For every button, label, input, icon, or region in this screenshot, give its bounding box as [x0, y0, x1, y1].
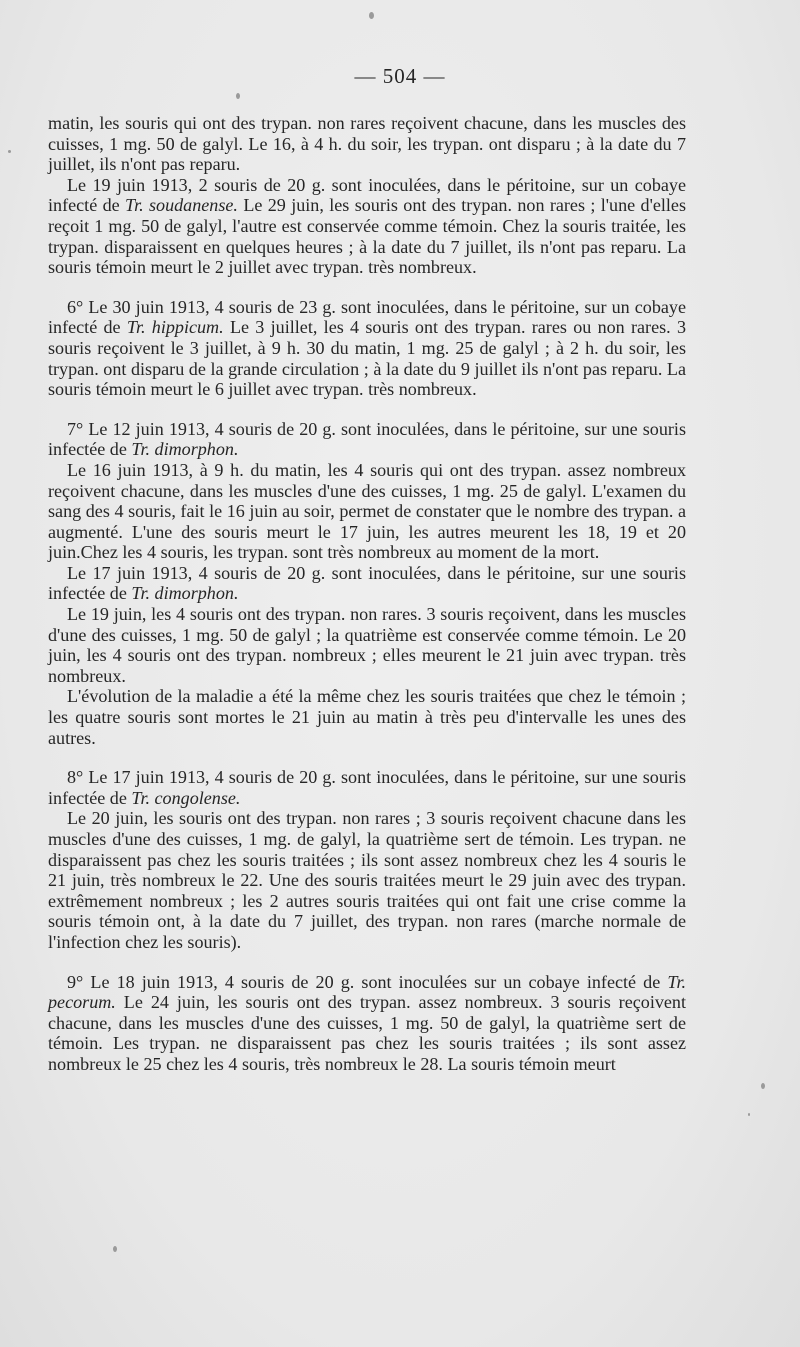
- text-run: Le 24 juin, les souris ont des trypan. assez nombreux. 3 souris reçoivent chacune, dans les muscles d'une des cuisses, 1 mg. 50 de galyl, la quatrième sert de témoin. Les trypan. ne disparaissent pas chez les souris traitées ; ils sont assez nombreux le 25 chez les 4 souris, très nombreux le 28. La souris témoin meurt: [48, 992, 686, 1074]
- species-name: Tr. hippicum.: [126, 317, 224, 338]
- paragraph: [48, 563, 686, 604]
- paragraph: [48, 175, 686, 278]
- text-run: Le 19 juin 1913, 2 souris de 20 g. sont inoculées, dans le péritoine, sur un cobaye infecté de: [48, 174, 686, 216]
- text-run: 6° Le 30 juin 1913, 4 souris de 23 g. sont inoculées, dans le péritoine, sur un cobaye infecté de: [48, 296, 686, 338]
- text-run: L'évolution de la maladie a été la même chez les souris traitées que chez le témoin ; les quatre souris sont mortes le 21 juin au matin à très peu d'intervalle les unes des autres.: [48, 686, 686, 748]
- text-run: Le 3 juillet, les 4 souris ont des trypan. rares ou non rares. 3 souris reçoivent le 3 juillet, à 9 h. 30 du matin, 1 mg. 25 de galyl ; à 2 h. du soir, les trypan. ont disparu de la grande circulation ; à la date du 9 juillet ils n'ont pas reparu. La souris témoin meurt le 6 juillet avec trypan. très nombreux.: [48, 317, 687, 400]
- scan-speck: [369, 12, 374, 19]
- text-run: matin, les souris qui ont des trypan. non rares reçoivent chacune, dans les muscles des cuisses, 1 mg. 50 de galyl. Le 16, à 4 h. du soir, les trypan. ont disparu ; à la date du 7 juillet, ils n'ont pas reparu.: [48, 113, 686, 175]
- species-name: Tr. dimorphon.: [131, 583, 239, 604]
- paragraph: [48, 604, 686, 686]
- paragraph: [48, 460, 686, 563]
- scan-speck: [748, 1113, 750, 1116]
- paragraph: [48, 767, 686, 808]
- paragraph: [48, 113, 686, 175]
- text-run: Le 19 juin, les 4 souris ont des trypan. non rares. 3 souris reçoivent, dans les muscles d'une des cuisses, 1 mg. 50 de galyl ; la quatrième est conservée comme témoin. Le 20 juin, les 4 souris ont des trypan. nombreux ; elles meurent le 21 juin avec trypan. très nombreux.: [48, 604, 686, 686]
- species-name: Tr. congolense.: [131, 787, 241, 808]
- paragraph: [48, 419, 686, 460]
- scan-speck: [236, 93, 240, 99]
- species-name: Tr. soudanense.: [125, 195, 238, 216]
- text-run: Le 17 juin 1913, 4 souris de 20 g. sont inoculées, dans le péritoine, sur une souris infectée de: [48, 562, 686, 604]
- text-run: 8° Le 17 juin 1913, 4 souris de 20 g. sont inoculées, dans le péritoine, sur une souris infectée de: [48, 767, 686, 808]
- scan-speck: [8, 150, 11, 153]
- scan-speck: [113, 1246, 117, 1252]
- text-run: Le 29 juin, les souris ont des trypan. non rares ; l'une d'elles reçoit 1 mg. 50 de galyl, l'autre est conservée comme témoin. Chez la souris traitée, les trypan. disparaissent en quelques heures ; à la date du 7 juillet, ils n'ont pas reparu. La souris témoin meurt le 2 juillet avec trypan. très nombreux.: [48, 195, 686, 278]
- page-number: — 504 —: [354, 64, 446, 88]
- text-run: 9° Le 18 juin 1913, 4 souris de 20 g. sont inoculées sur un cobaye infecté de: [67, 971, 668, 992]
- text-run: Le 20 juin, les souris ont des trypan. non rares ; 3 souris reçoivent chacune dans les muscles d'une des cuisses, 1 mg. de galyl, la quatrième sert de témoin. Les trypan. ne disparaissent pas chez les souris traitées ; ils sont assez nombreux chez les 4 souris le 21 juin, très nombreux le 22. Une des souris traitées meurt le 29 juin avec des trypan. extrêmement nombreux ; les 2 autres souris traitées qui ont fait une crise comme la souris témoin ont, à la date du 7 juillet, des trypan. non rares (marche normale de l'infection chez les souris).: [48, 808, 686, 952]
- text-run: Le 16 juin 1913, à 9 h. du matin, les 4 souris qui ont des trypan. assez nombreux reçoivent chacune, dans les muscles d'une des cuisses, 1 mg. 25 de galyl. L'examen du sang des 4 souris, fait le 16 juin au soir, permet de constater que le nombre des trypan. a augmenté. L'une des souris meurt le 17 juin, les autres meurent les 18, 19 et 20 juin.Chez les 4 souris, les trypan. sont très nombreux au moment de la mort.: [48, 459, 686, 563]
- text-run: 7° Le 12 juin 1913, 4 souris de 20 g. sont inoculées, dans le péritoine, sur une souris infectée de: [48, 418, 686, 460]
- paragraph: [48, 808, 686, 952]
- paragraph: [48, 686, 686, 748]
- paragraph: [48, 297, 686, 400]
- species-name: Tr. pecorum.: [48, 971, 686, 1013]
- scan-speck: [761, 1083, 765, 1089]
- body-text: [48, 113, 686, 1075]
- paragraph: [48, 972, 686, 1075]
- species-name: Tr. dimorphon.: [131, 439, 239, 460]
